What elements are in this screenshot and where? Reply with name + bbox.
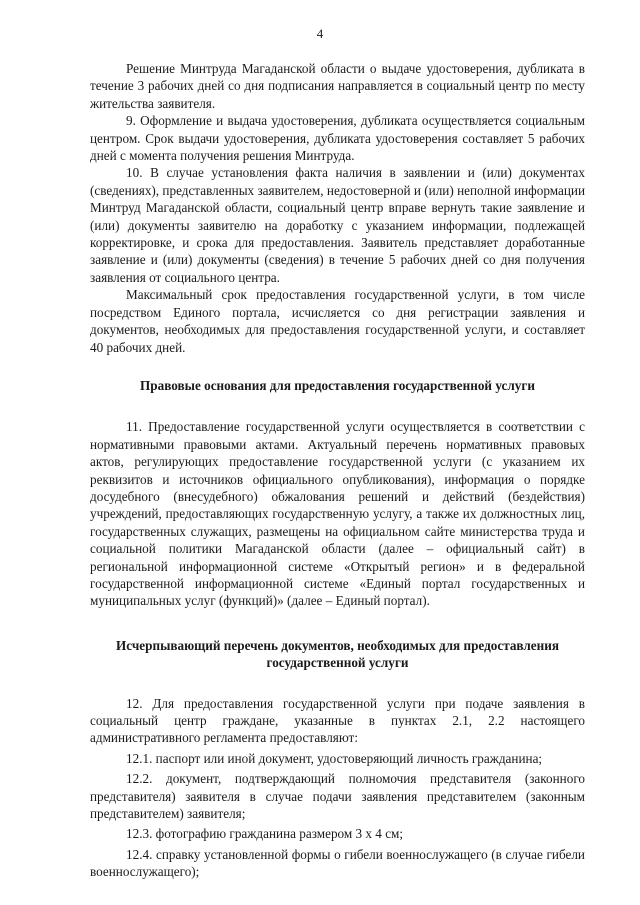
section-heading-documents-line1: Исчерпывающий перечень документов, необходимых для предоставления: [116, 637, 559, 653]
paragraph-10: 10. В случае установления факта наличия в заявлении и (или) документах (сведениях), представленных заявителем, недостоверной и (или) неполной информации Минтруд Магаданской области, социальный центр вправе вернуть такие заявление и (или) документы заявителю на доработку с указанием информации, подлежащей корректировке, и срока для предоставления. Заявитель представляет доработанные заявление и (или) документы (сведения) в течение 5 рабочих дней со дня получения заявления от социального центра.: [90, 165, 585, 285]
paragraph-12: 12. Для предоставления государственной услуги при подаче заявления в социальный центр граждане, указанные в пунктах 2.1, 2.2 настоящего административного регламента предоставляют:: [90, 695, 585, 746]
page-number: 4: [316, 26, 324, 41]
paragraph-12-3: 12.3. фотографию гражданина размером 3 х 4 см;: [126, 826, 404, 842]
paragraph-12-2: 12.2. документ, подтверждающий полномочия представителя (законного представителя) заявителя в случае подачи заявления представителем (законным представителем) заявителя;: [90, 771, 585, 822]
paragraph-decision: Решение Минтруда Магаданской области о выдаче удостоверения, дубликата в течение 3 рабочих дней со дня подписания направляется в социальный центр по месту жительства заявителя.: [90, 61, 585, 111]
section-heading-documents: [90, 637, 585, 672]
paragraph-12-4: 12.4. справку установленной формы о гибели военнослужащего (в случае гибели военнослужащего);: [90, 846, 585, 880]
paragraph-9: 9. Оформление и выдача удостоверения, дубликата осуществляется социальным центром. Срок выдачи удостоверения, дубликата удостоверения составляет 5 рабочих дней с момента получения решения Минтруда.: [90, 113, 585, 164]
section-heading-documents-line2: государственной услуги: [266, 655, 409, 671]
paragraph-11: 11. Предоставление государственной услуги осуществляется в соответствии с нормативными правовыми актами. Актуальный перечень нормативных правовых актов, регулирующих предоставление государственной услуги (с указанием их реквизитов и источников официального опубликования), информация о порядке досудебного (внесудебного) обжалования решений и действий (бездействия) учреждений, предоставляющих государственную услугу, а также их должностных лиц, государственных служащих, размещены на официальном сайте министерства труда и социальной политики Магаданской области (далее – официальный сайт) в региональной информационной системе «Открытый регион» и в федеральной государственной информационной системе «Единый портал государственных и муниципальных услуг (функций)» (далее – Единый портал).: [90, 419, 585, 609]
section-heading-legal-basis: Правовые основания для предоставления государственной услуги: [140, 377, 535, 393]
document-body: [90, 60, 585, 881]
paragraph-max-term: Максимальный срок предоставления государственной услуги, в том числе посредством Единого портала, исчисляется со дня регистрации заявления и документов, необходимых для предоставления государственной услуги, и составляет 40 рабочих дней.: [90, 287, 585, 355]
paragraph-12-1: 12.1. паспорт или иной документ, удостоверяющий личность гражданина;: [126, 750, 543, 766]
